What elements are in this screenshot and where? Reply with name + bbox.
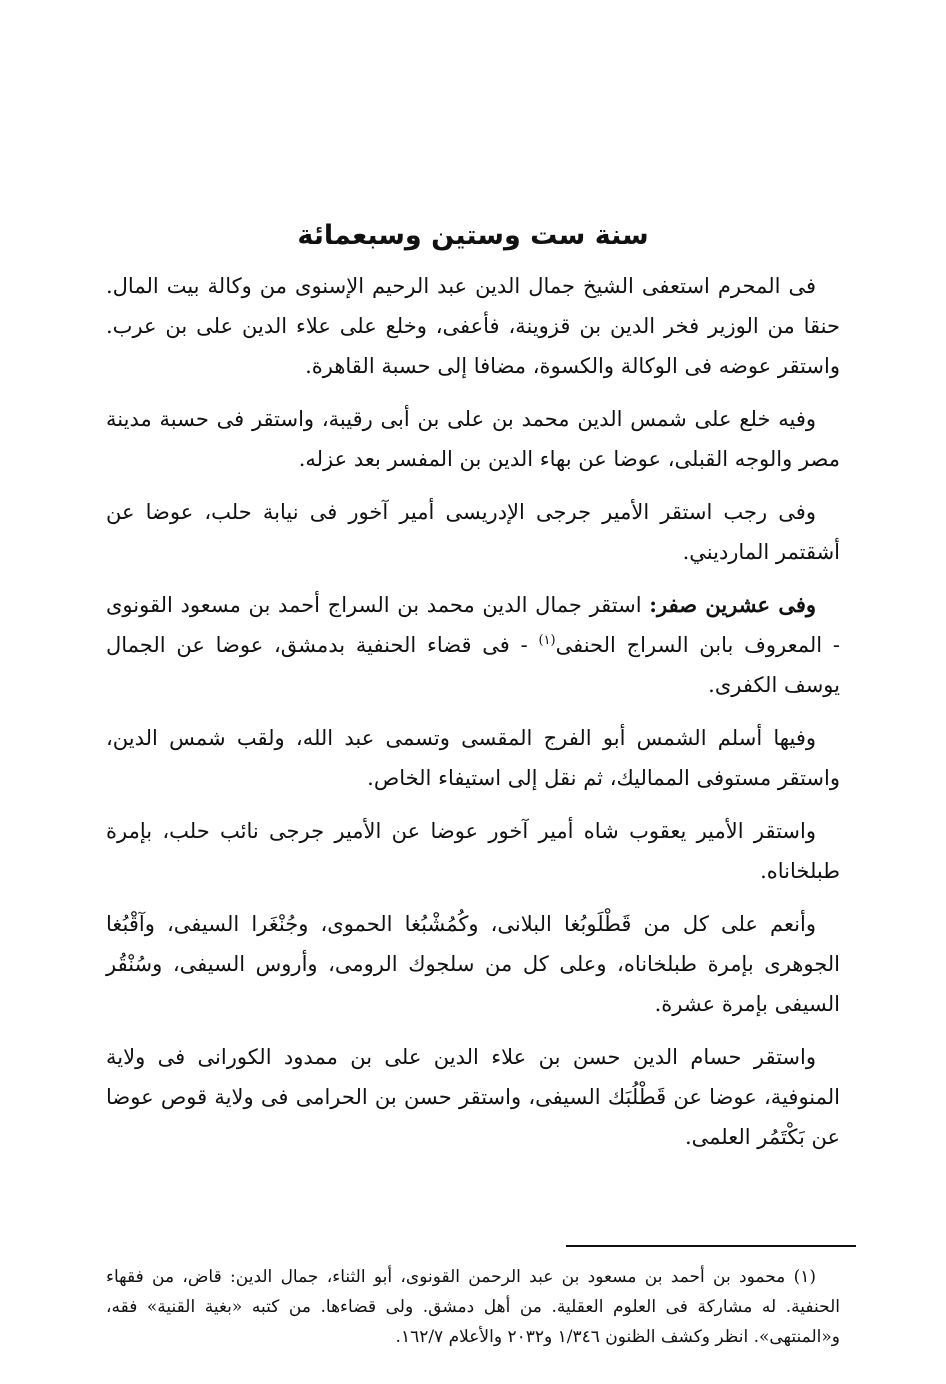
paragraph-al-muqassi <box>106 718 840 798</box>
paragraph-text: - فى قضاء الحنفية بدمشق، عوضا عن الجمال يوسف الكفرى. <box>106 633 840 697</box>
main-text <box>106 266 840 1170</box>
paragraph-text: وفيه خلع على شمس الدين محمد بن على بن أبى رقيبة، واستقر فى حسبة مدينة مصر والوجه القبلى، عوضا عن بهاء الدين بن المفسر بعد عزله. <box>106 407 840 471</box>
paragraph-text: استقر جمال الدين محمد بن السراج أحمد بن مسعود القونوى - المعروف بابن السراج الحنفى <box>106 593 840 657</box>
footnote-divider <box>566 1245 856 1247</box>
paragraph-husam-al-din <box>106 1037 840 1157</box>
paragraph-text: وفى رجب استقر الأمير جرجى الإدريسى أمير آخور فى نيابة حلب، عوضا عن أشقتمر المارديني. <box>106 500 840 564</box>
paragraph-shams-al-din <box>106 399 840 479</box>
paragraph-text: فى المحرم استعفى الشيخ جمال الدين عبد الرحيم الإسنوى من وكالة بيت المال. حنقا من الوزير فخر الدين بن قزوينة، فأعفى، وخلع على علاء الدين على بن عرب. واستقر عوضه فى الوكالة والكسوة، مضافا إلى حسبة القاهرة. <box>106 274 840 378</box>
paragraph-rajab <box>106 492 840 572</box>
paragraph-lead: وفى عشرين صفر: <box>649 592 817 617</box>
footnote-section <box>106 1262 840 1352</box>
paragraph-appointments <box>106 904 840 1024</box>
footnote-text: (١) محمود بن أحمد بن مسعود بن عبد الرحمن القونوى، أبو الثناء، جمال الدين: قاض، من فقهاء الحنفية. له مشاركة فى العلوم العقلية. من أهل دمشق. ولى قضاءها. من كتبه «بغية القنية» فقه، و«المنتهى». انظر وكشف الظنون ١/٣٤٦ و٢٠٣٢ والأعلام ١٦٢/٧. <box>106 1267 840 1347</box>
footnote-marker[interactable]: (١) <box>538 633 556 648</box>
paragraph-muharram <box>106 266 840 386</box>
section-heading: سنة ست وستين وسبعمائة <box>297 220 649 251</box>
paragraph-yaqub-shah <box>106 811 840 891</box>
paragraph-text: واستقر حسام الدين حسن بن علاء الدين على بن ممدود الكورانى فى ولاية المنوفية، عوضا عن قَطْلُبَك السيفى، واستقر حسن بن الحرامى فى ولاية قوص عوضا عن بَكْتَمُر العلمى. <box>106 1045 840 1149</box>
paragraph-text: وفيها أسلم الشمس أبو الفرج المقسى وتسمى عبد الله، ولقب شمس الدين، واستقر مستوفى المماليك، ثم نقل إلى استيفاء الخاص. <box>106 726 840 790</box>
paragraph-safar <box>106 585 840 705</box>
paragraph-text: وأنعم على كل من قَطْلَوبُغا البلانى، وكُمُشْبُغا الحموى، وجُنْغَرا السيفى، وآقْبُغا الجوهرى بإمرة طبلخاناه، وعلى كل من سلجوك الرومى، وأروس السيفى، وسُنْقُر السيفى بإمرة عشرة. <box>106 912 840 1016</box>
paragraph-text: واستقر الأمير يعقوب شاه أمير آخور عوضا عن الأمير جرجى نائب حلب، بإمرة طبلخاناه. <box>106 819 840 883</box>
